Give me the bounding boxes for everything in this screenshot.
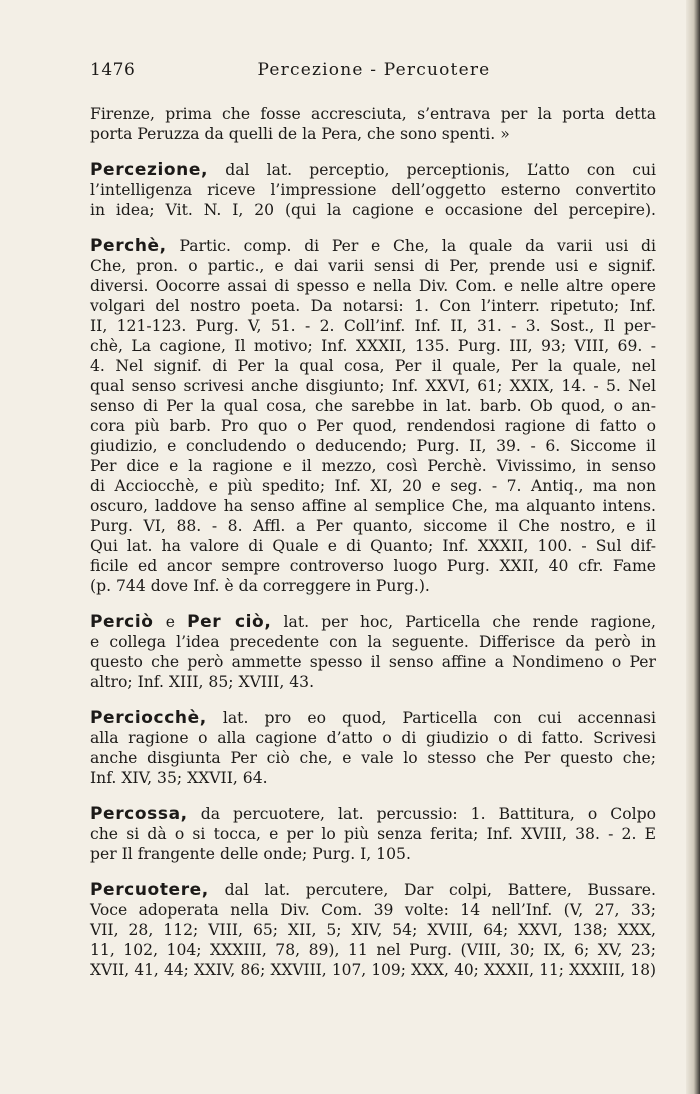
headword-variant: Per ciò, [187,612,272,632]
text-line: giudizio, e concludendo o deducendo; Purg. II, 39. - 6. Siccome il [90,437,656,455]
text-line: oscuro, laddove ha senso affine al semplice Che, ma alquanto intens. [90,497,656,515]
page-edge [686,0,700,1094]
entry-first-line [90,804,656,824]
text-line: 11, 102, 104; XXXIII, 78, 89), 11 nel Purg. (VIII, 30; IX, 6; XV, 23; [90,941,656,959]
entry-percossa [90,804,656,864]
text-line: che si dà o si tocca, e per lo più senza ferita; Inf. XVIII, 38. - 2. E [90,825,656,843]
dictionary-text [90,104,656,980]
headword: Percuotere, [90,880,209,900]
text-line: in idea; Vit. N. I, 20 (qui la cagione e occasione del percepire). [90,201,656,219]
text-line: II, 121-123. Purg. V, 51. - 2. Coll’inf. Inf. II, 31. - 3. Sost., Il per- [90,317,656,335]
text-line: Purg. VI, 88. - 8. Affl. a Per quanto, siccome il Che nostro, e il [90,517,656,535]
text-line: cora più barb. Pro quo o Per quod, rendendosi ragione di fatto o [90,417,656,435]
text-line: Che, pron. o partic., e dai varii sensi di Per, prende usi e signif. [90,257,656,275]
text-line: dal lat. percutere, Dar colpi, Battere, Bussare. [224,881,656,899]
text-line: dal lat. perceptio, perceptionis, L’atto con cui [225,161,656,179]
page-number: 1476 [90,60,136,80]
text-line: senso di Per la qual cosa, che sarebbe in lat. barb. Ob quod, o an- [90,397,656,415]
text-line: qual senso scrivesi anche disgiunto; Inf. XXVI, 61; XXIX, 14. - 5. Nel [90,377,656,395]
entry-first-line [90,612,656,632]
entry-percio [90,612,656,692]
headword: Percezione, [90,160,209,180]
text-line: lat. pro eo quod, Particella con cui accennasi [222,709,656,727]
running-head: Percezione - Percuotere [257,60,491,80]
headword: Perchè, [90,236,167,256]
text-line: porta Peruzza da quelli de la Pera, che sono spenti. » [90,125,510,143]
page-header [90,60,658,86]
text-line: VII, 28, 112; VIII, 65; XII, 5; XIV, 54; XVIII, 64; XXVI, 138; XXX, [90,921,656,939]
entry-perciocche [90,708,656,788]
text-line: diversi. Oocorre assai di spesso e nella Div. Com. e nelle altre opere [90,277,656,295]
text-line: lat. per hoc, Particella che rende ragione, [283,613,656,631]
headword: Perciocchè, [90,708,207,728]
entry-first-line [90,708,656,728]
text-line: chè, La cagione, Il motivo; Inf. XXXII, 135. Purg. III, 93; VIII, 69. - [90,337,656,355]
entry-percezione [90,160,656,220]
text-line: Partic. comp. di Per e Che, la quale da varii usi di [179,237,656,255]
text-line: (p. 744 dove Inf. è da correggere in Purg.). [90,577,430,595]
headword: Percossa, [90,804,188,824]
text-line: Qui lat. ha valore di Quale e di Quanto; Inf. XXXII, 100. - Sul dif- [90,537,656,555]
text-line: volgari del nostro poeta. Da notarsi: 1. Con l’interr. ripetuto; Inf. [90,297,656,315]
text-line: e collega l’idea precedente con la seguente. Differisce da però in [90,633,656,651]
text-line: alla ragione o alla cagione d’atto o di giudizio o di fatto. Scrivesi [90,729,656,747]
entry-percuotere [90,880,656,980]
text-line: Firenze, prima che fosse accresciuta, s’entrava per la porta detta [90,105,656,123]
text-line: Per dice e la ragione e il mezzo, così Perchè. Vivissimo, in senso [90,457,656,475]
text-line: per Il frangente delle onde; Purg. I, 105. [90,845,411,863]
text-line: anche disgiunta Per ciò che, e vale lo stesso che Per questo che; [90,749,656,767]
text-line: l’intelligenza riceve l’impressione dell’oggetto esterno convertito [90,181,656,199]
text-line: ficile ed ancor sempre controverso luogo Purg. XXII, 40 cfr. Fame [90,557,656,575]
text-line: di Acciocchè, e più spedito; Inf. XI, 20 e seg. - 7. Antiq., ma non [90,477,656,495]
entry-first-line [90,880,656,900]
text-line: Inf. XIV, 35; XXVII, 64. [90,769,268,787]
text-line: Voce adoperata nella Div. Com. 39 volte: 14 nell’Inf. (V, 27, 33; [90,901,656,919]
headword-joiner: e [165,613,175,631]
entry-first-line [90,236,656,256]
text-line: altro; Inf. XIII, 85; XVIII, 43. [90,673,315,691]
entry-perche [90,236,656,596]
headword: Perciò [90,612,154,632]
text-line: da percuotere, lat. percussio: 1. Battitura, o Colpo [200,805,656,823]
intro-paragraph [90,104,656,144]
entry-first-line [90,160,656,180]
text-line: 4. Nel signif. di Per la qual cosa, Per il quale, Per la quale, nel [90,357,656,375]
text-line: questo che però ammette spesso il senso affine a Nondimeno o Per [90,653,656,671]
text-line: XVII, 41, 44; XXIV, 86; XXVIII, 107, 109; XXX, 40; XXXII, 11; XXXIII, 18) [90,961,656,979]
